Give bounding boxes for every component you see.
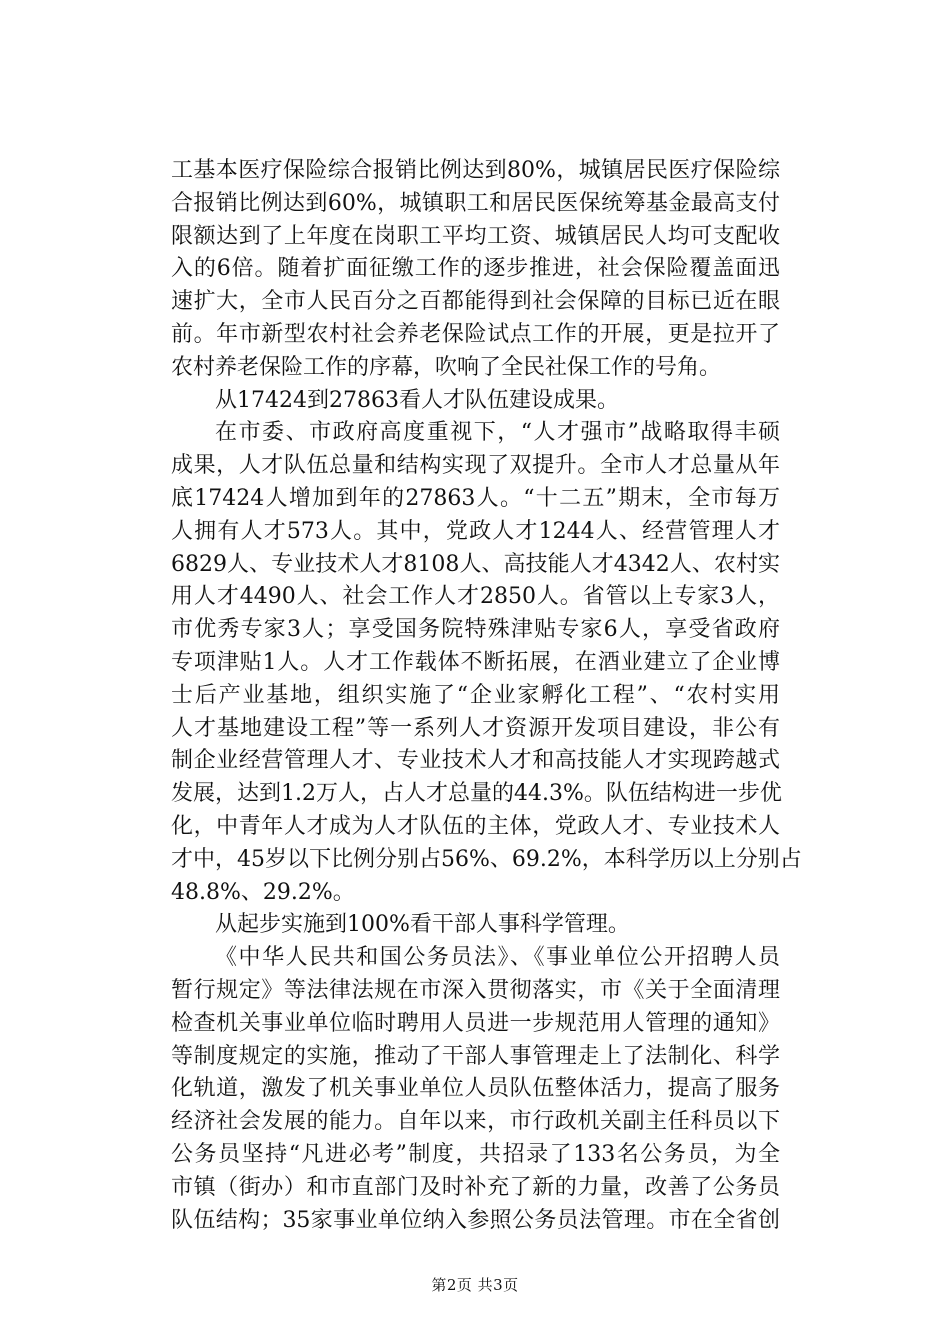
text-line: 人才基地建设工程”等一系列人才资源开发项目建设，非公有	[171, 715, 780, 741]
text-line: 制企业经营管理人才、专业技术人才和高技能人才实现跨越式	[171, 748, 780, 774]
text-line: 成果，人才队伍总量和结构实现了双提升。全市人才总量从年	[171, 453, 780, 479]
text-line: 从17424到27863看人才队伍建设成果。	[215, 387, 619, 413]
text-line: 发展，达到1.2万人，占人才总量的44.3%。队伍结构进一步优	[171, 781, 782, 807]
text-line: 化轨道，激发了机关事业单位人员队伍整体活力，提高了服务	[171, 1076, 780, 1102]
text-line: 工基本医疗保险综合报销比例达到80%，城镇居民医疗保险综	[171, 158, 780, 183]
text-line: 速扩大，全市人民百分之百都能得到社会保障的目标已近在眼	[171, 289, 780, 315]
text-line: 合报销比例达到60%，城镇职工和居民医保统筹基金最高支付	[171, 190, 780, 216]
text-line: 经济社会发展的能力。自年以来，市行政机关副主任科员以下	[171, 1109, 780, 1135]
document-body	[171, 155, 802, 1237]
text-line: 化，中青年人才成为人才队伍的主体，党政人才、专业技术人	[171, 813, 780, 839]
text-line: 公务员坚持“凡进必考”制度，共招录了133名公务员，为全	[171, 1141, 780, 1167]
text-line: 才中，45岁以下比例分别占56%、69.2%，本科学历以上分别占	[171, 846, 802, 872]
text-line: 底17424人增加到年的27863人。“十二五”期末，全市每万	[171, 485, 780, 511]
text-line: 48.8%、29.2%。	[171, 879, 355, 905]
text-line: 专项津贴1人。人才工作载体不断拓展，在酒业建立了企业博	[171, 649, 780, 675]
text-line: 士后产业基地，组织实施了“企业家孵化工程”、“农村实用	[171, 682, 780, 708]
page-footer: 第2页 共3页	[431, 1276, 519, 1294]
text-line: 6829人、专业技术人才8108人、高技能人才4342人、农村实	[171, 551, 780, 577]
text-line: 用人才4490人、社会工作人才2850人。省管以上专家3人，	[171, 584, 780, 610]
text-line: 市优秀专家3人；享受国务院特殊津贴专家6人，享受省政府	[171, 617, 780, 643]
text-line: 入的6倍。随着扩面征缴工作的逐步推进，社会保险覆盖面迅	[171, 256, 780, 282]
text-line: 检查机关事业单位临时聘用人员进一步规范用人管理的通知》	[171, 1010, 780, 1036]
text-line: 在市委、市政府高度重视下，“人才强市”战略取得丰硕	[215, 420, 780, 446]
text-line: 暂行规定》等法律法规在市深入贯彻落实，市《关于全面清理	[171, 977, 780, 1003]
text-line: 从起步实施到100%看干部人事科学管理。	[215, 912, 630, 938]
text-line: 前。年市新型农村社会养老保险试点工作的开展，更是拉开了	[171, 321, 780, 347]
text-line: 《中华人民共和国公务员法》、《事业单位公开招聘人员	[215, 945, 780, 971]
text-line: 市镇（街办）和市直部门及时补充了新的力量，改善了公务员	[171, 1174, 780, 1200]
text-line: 限额达到了上年度在岗职工平均工资、城镇居民人均可支配收	[171, 223, 780, 249]
text-line: 等制度规定的实施，推动了干部人事管理走上了法制化、科学	[171, 1043, 780, 1069]
text-line: 队伍结构；35家事业单位纳入参照公务员法管理。市在全省创	[171, 1207, 780, 1233]
text-line: 人拥有人才573人。其中，党政人才1244人、经营管理人才	[171, 518, 780, 544]
text-line: 农村养老保险工作的序幕，吹响了全民社保工作的号角。	[171, 354, 722, 380]
